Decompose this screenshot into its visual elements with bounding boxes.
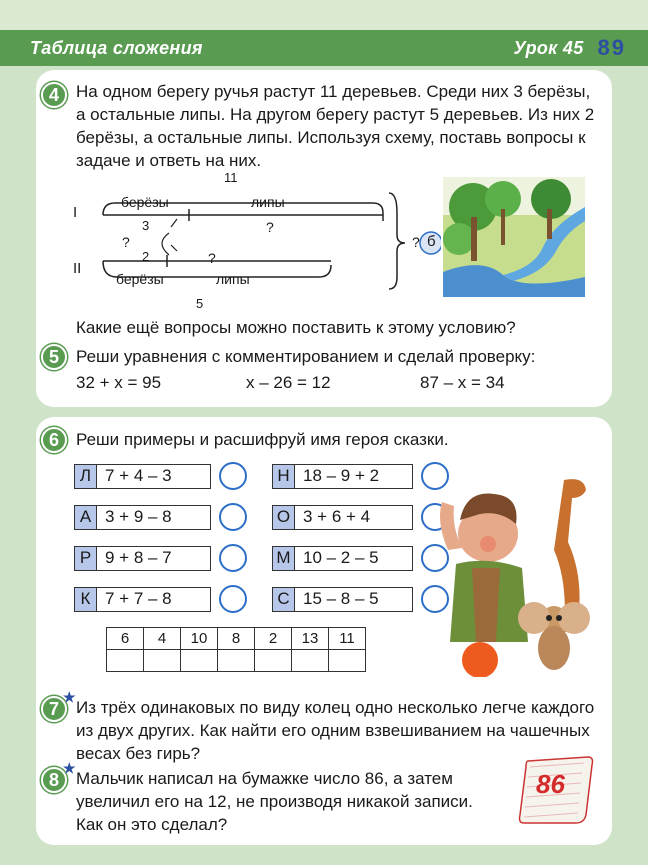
example-expression: 3 + 9 – 8 <box>97 505 211 530</box>
answer-circle[interactable] <box>219 544 247 572</box>
panel-tasks-6-8 <box>36 417 612 845</box>
example-expression: 7 + 7 – 8 <box>97 587 211 612</box>
example-row <box>272 462 449 490</box>
example-expression: 9 + 8 – 7 <box>97 546 211 571</box>
cipher-number: 2 <box>255 628 292 650</box>
example-expression: 10 – 2 – 5 <box>295 546 413 571</box>
cipher-number: 4 <box>144 628 181 650</box>
cipher-letter: О <box>272 505 295 530</box>
fairy-tale-characters-illustration <box>436 472 606 677</box>
equation-2: x – 26 = 12 <box>246 373 331 392</box>
example-row <box>272 503 449 531</box>
forest-stream-illustration <box>443 177 585 297</box>
example-expression: 15 – 8 – 5 <box>295 587 413 612</box>
answer-circle[interactable] <box>219 462 247 490</box>
cipher-letter: Н <box>272 464 295 489</box>
task-number-badge: 6 <box>41 427 67 453</box>
panel-tasks-4-5 <box>36 70 612 407</box>
equation-1: 32 + x = 95 <box>76 373 162 392</box>
example-expression: 7 + 4 – 3 <box>97 464 211 489</box>
answer-circle[interactable] <box>219 503 247 531</box>
total-11: 11 <box>224 170 238 185</box>
task-number-badge: 7 <box>41 696 67 722</box>
right-brace <box>389 193 405 289</box>
cipher-answer-cell[interactable] <box>218 650 255 672</box>
paper-number: 86 <box>536 769 565 799</box>
cipher-number: 8 <box>218 628 255 650</box>
cipher-number: 13 <box>292 628 329 650</box>
label-linden-1: липы <box>251 194 285 210</box>
star-icon: ★ <box>63 689 76 705</box>
cipher-answer-cell[interactable] <box>181 650 218 672</box>
cipher-table <box>106 627 366 672</box>
cipher-letter: А <box>74 505 97 530</box>
roman-II: II <box>73 260 82 277</box>
cipher-number: 10 <box>181 628 218 650</box>
star-icon: ★ <box>63 760 76 776</box>
question-mark-arrow: ? <box>122 234 130 250</box>
example-row <box>74 462 247 490</box>
label-linden-2: липы <box>216 271 250 287</box>
cipher-number: 6 <box>107 628 144 650</box>
total-5: 5 <box>196 296 204 311</box>
cipher-letter: М <box>272 546 295 571</box>
page-header <box>0 30 648 66</box>
task-number-badge: 4 <box>41 82 67 108</box>
answer-circle-letter: б <box>427 233 436 250</box>
example-row <box>272 585 449 613</box>
cipher-letter: Р <box>74 546 97 571</box>
num-2: 2 <box>142 249 150 264</box>
task7-text: Из трёх одинаковых по виду колец одно несколько легче каждого из двух других. Как найти его одним взвешиванием на чашечных весах без гирь? <box>76 698 595 763</box>
section-title: Таблица сложения <box>30 37 203 58</box>
task6-text: Реши примеры и расшифруй имя героя сказки. <box>76 430 449 449</box>
answer-circle[interactable] <box>219 585 247 613</box>
lesson-label: Урок 45 <box>513 37 584 58</box>
task4-text: На одном берегу ручья растут 11 деревьев. Среди них 3 берёзы, а остальные липы. На другом берегу растут 5 деревьев. Из них 2 берёзы, а остальные липы. Используя схему, поставь вопросы к задаче и ответь на них. <box>76 82 595 170</box>
cipher-letter: К <box>74 587 97 612</box>
cipher-answer-cell[interactable] <box>107 650 144 672</box>
task-number-badge: 5 <box>41 344 67 370</box>
cipher-letter: С <box>272 587 295 612</box>
roman-I: I <box>73 204 78 221</box>
task4-followup: Какие ещё вопросы можно поставить к этому условию? <box>76 318 516 337</box>
cipher-answer-cell[interactable] <box>329 650 366 672</box>
example-expression: 3 + 6 + 4 <box>295 505 413 530</box>
equation-3: 87 – x = 34 <box>420 373 505 392</box>
cipher-answer-cell[interactable] <box>292 650 329 672</box>
task8-text: Мальчик написал на бумажке число 86, а затем увеличил его на 12, не производя никакой записи. Как он это сделал? <box>76 769 473 834</box>
cipher-numbers-row <box>107 628 366 650</box>
task-number-badge: 8 <box>41 767 67 793</box>
example-row <box>74 585 247 613</box>
label-birch-2: берёзы <box>116 271 164 287</box>
example-row <box>74 544 247 572</box>
page-number: 89 <box>597 35 626 60</box>
example-expression: 18 – 9 + 2 <box>295 464 413 489</box>
top-margin <box>0 0 648 30</box>
question-mark-1: ? <box>266 219 274 235</box>
cipher-letter: Л <box>74 464 97 489</box>
cipher-answer-cell[interactable] <box>144 650 181 672</box>
example-row <box>272 544 449 572</box>
label-birch-1: берёзы <box>121 194 169 210</box>
cipher-answer-row <box>107 650 366 672</box>
cipher-answer-cell[interactable] <box>255 650 292 672</box>
example-row <box>74 503 247 531</box>
arrow-curve <box>162 233 169 255</box>
num-3: 3 <box>142 218 150 233</box>
arrow-2 <box>171 245 177 251</box>
task5-text: Реши уравнения с комментированием и сделай проверку: <box>76 347 536 366</box>
arrow-3 <box>171 219 177 227</box>
question-mark-2: ? <box>208 250 216 266</box>
cipher-number: 11 <box>329 628 366 650</box>
question-mark-left: ? <box>412 234 420 250</box>
